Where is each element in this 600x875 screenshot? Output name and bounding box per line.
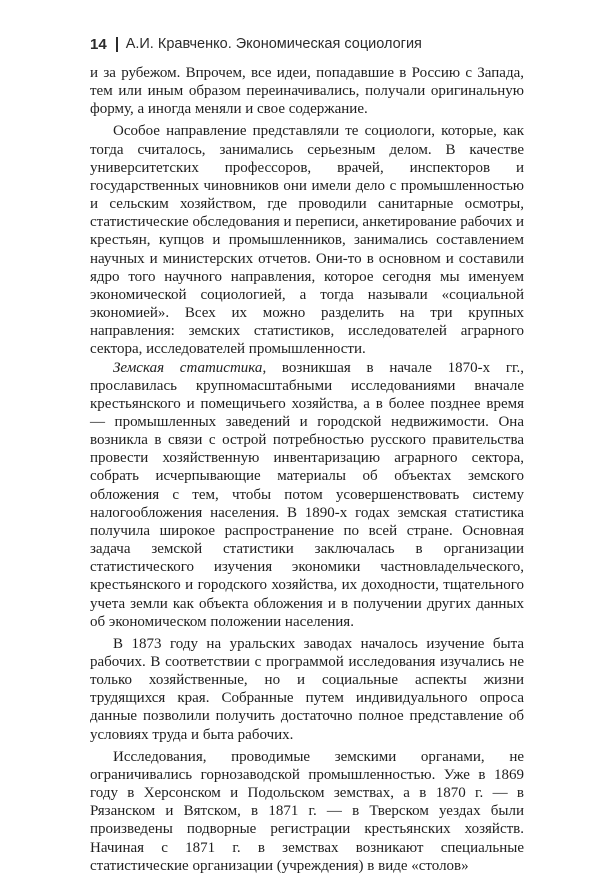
paragraph: и за рубежом. Впрочем, все идеи, попадавшие в Россию с Запада, тем или иным образом переиначивались, получали оригинальную форму, а иногда меняли и свое содержание. bbox=[90, 65, 524, 118]
body-text bbox=[90, 64, 524, 875]
running-title: А.И. Кравченко. Экономическая социология bbox=[125, 36, 422, 52]
paragraph: В 1873 году на уральских заводах началось изучение быта рабочих. В соответствии с программой исследования изучались не только хозяйственные, но и социальные аспекты жизни трудящихся края. Собранные путем индивидуального опроса данные позволили получить достаточно полное представление об условиях труда и быта рабочих. bbox=[90, 635, 524, 743]
paragraph-text: , возникшая в начале 1870-х гг., прославилась крупномасштабными исследованиями вначале крестьянского и помещичьего хозяйства, а в более позднее время — промышленных заведений и городской недвижимости. Она возникла в связи с острой потребностью русского правительства провести хозяйственную инвентаризацию аграрного сектора, собрать исчерпывающие материалы об объектах земского обложения с тем, чтобы потом усовершенствовать систему налогообложения населения. В 1890-х годах земская статистика получила широкое распространение по всей стране. Основная задача земской статистики заключалась в организации статистического изучения экономики частновладельческого, крестьянского и городского хозяйства, их доходности, тщательного учета земли как объекта обложения и в получении других данных об экономическом положении населения. bbox=[90, 359, 524, 630]
page-number: 14 bbox=[90, 35, 107, 53]
paragraph: Особое направление представляли те социологи, которые, как тогда считалось, занимались серьезным делом. В качестве университетских профессоров, врачей, инспекторов и государственных чиновников они имели дело с промышленностью и сельским хозяйством, где проводили санитарные осмотры, статистические обследования и переписи, анкетирование рабочих и крестьян, купцов и промышленников, занимались составлением научных и министерских отчетов. Они-то в основном и составили ядро того научного направления, которое сегодня мы именуем экономической социологией, а тогда называли «социальной экономией». Всех их можно разделить на три крупных направления: земских статистиков, исследователей аграрного сектора, исследователей промышленности. bbox=[90, 123, 525, 358]
header-separator bbox=[116, 37, 118, 52]
italic-term: Земская статистика bbox=[113, 359, 263, 376]
paragraph bbox=[90, 359, 524, 631]
paragraph: Исследования, проводимые земскими органами, не ограничивались горнозаводской промышленностью. Уже в 1869 году в Херсонском и Подольском земствах, а в 1870 г. — в Рязанском и Вятском, в 1871 г. — в Тверском уездах были произведены подворные регистрации крестьянских хозяйств. Начиная с 1871 г. в земствах возникают специальные статистические организации (учреждения) в виде «столов» bbox=[90, 748, 524, 874]
running-head bbox=[90, 34, 422, 54]
